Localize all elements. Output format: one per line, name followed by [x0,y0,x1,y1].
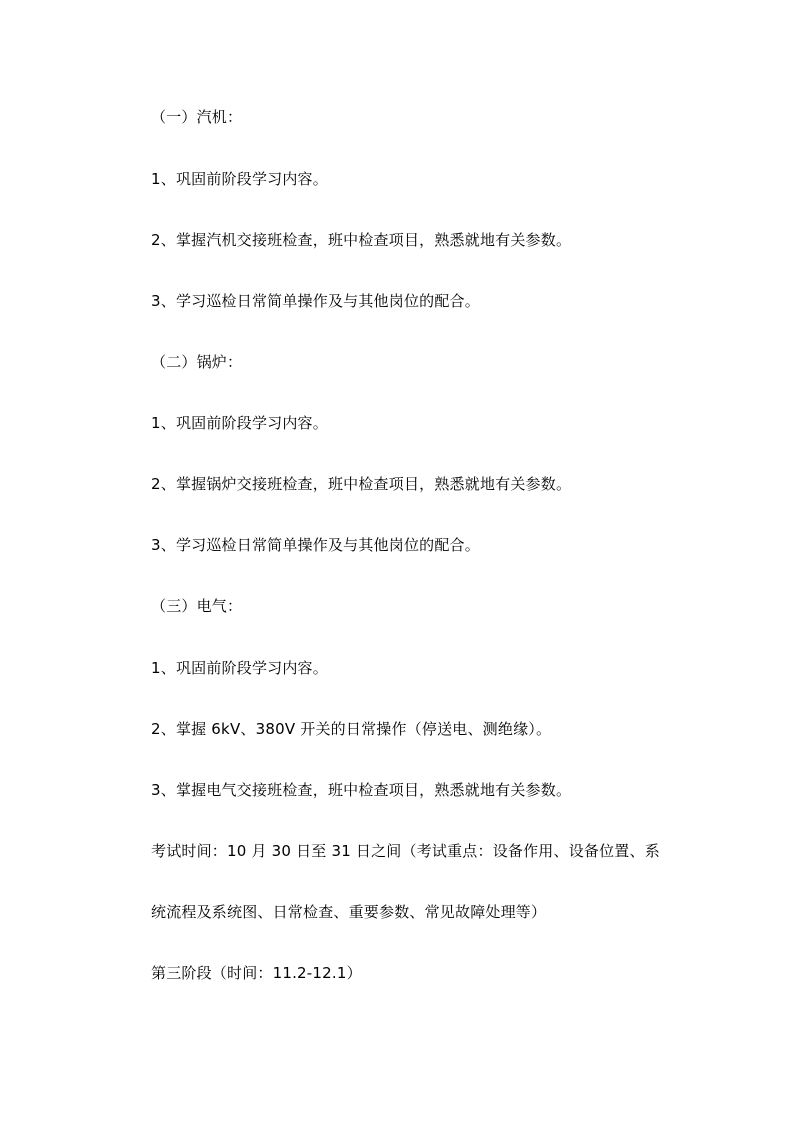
list-item: 1、巩固前阶段学习内容。 [151,414,328,432]
list-item: 1、巩固前阶段学习内容。 [151,659,328,677]
section-heading-boiler: （二）锅炉： [151,353,243,371]
section-heading-steam-turbine: （一）汽机： [151,108,243,126]
list-item: 2、掌握 6kV、380V 开关的日常操作（停送电、测绝缘）。 [151,720,552,738]
list-item: 2、掌握锅炉交接班检查，班中检查项目，熟悉就地有关参数。 [151,475,572,493]
stage-title: 第三阶段（时间：11.2-12.1） [151,964,362,982]
list-item: 2、掌握汽机交接班检查，班中检查项目，熟悉就地有关参数。 [151,231,572,249]
section-heading-electrical: （三）电气： [151,597,243,615]
list-item: 3、学习巡检日常简单操作及与其他岗位的配合。 [151,292,480,310]
exam-time-text-line-2: 统流程及系统图、日常检查、重要参数、常见故障处理等） [151,903,547,921]
list-item: 1、巩固前阶段学习内容。 [151,170,328,188]
list-item: 3、学习巡检日常简单操作及与其他岗位的配合。 [151,536,480,554]
list-item: 3、掌握电气交接班检查，班中检查项目，熟悉就地有关参数。 [151,781,572,799]
exam-time-text-line-1: 考试时间：10 月 30 日至 31 日之间（考试重点：设备作用、设备位置、系 [151,842,660,860]
